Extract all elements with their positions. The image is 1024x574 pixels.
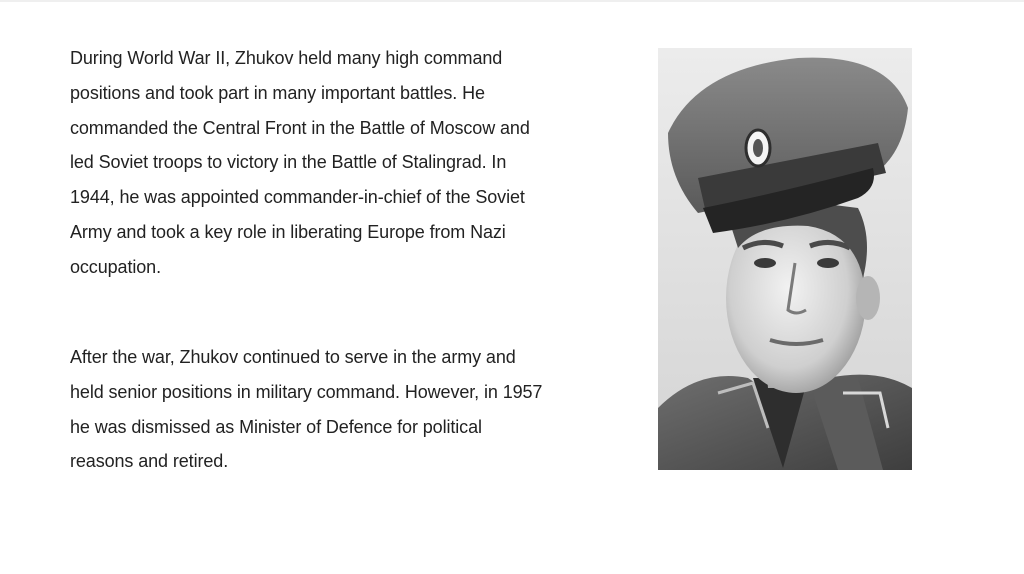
paragraph-wartime-text: During World War II, Zhukov held many high command positions and took part in many important battles. He commanded the Central Front in the Battle of Moscow and led Soviet troops to victory in the Battle of Stalingrad. In 1944, he was appointed commander-in-chief of the Soviet Army and took a key role in liberating Europe from Nazi occupation. <box>70 48 530 277</box>
portrait-photo <box>658 48 912 470</box>
paragraph-postwar <box>70 340 550 479</box>
top-divider <box>0 0 1024 2</box>
paragraph-wartime <box>70 41 550 285</box>
paragraph-postwar-text: After the war, Zhukov continued to serve in the army and held senior positions in military command. However, in 1957 he was dismissed as Minister of Defence for political reasons and retired. <box>70 347 543 472</box>
portrait-photo-icon <box>658 48 912 470</box>
